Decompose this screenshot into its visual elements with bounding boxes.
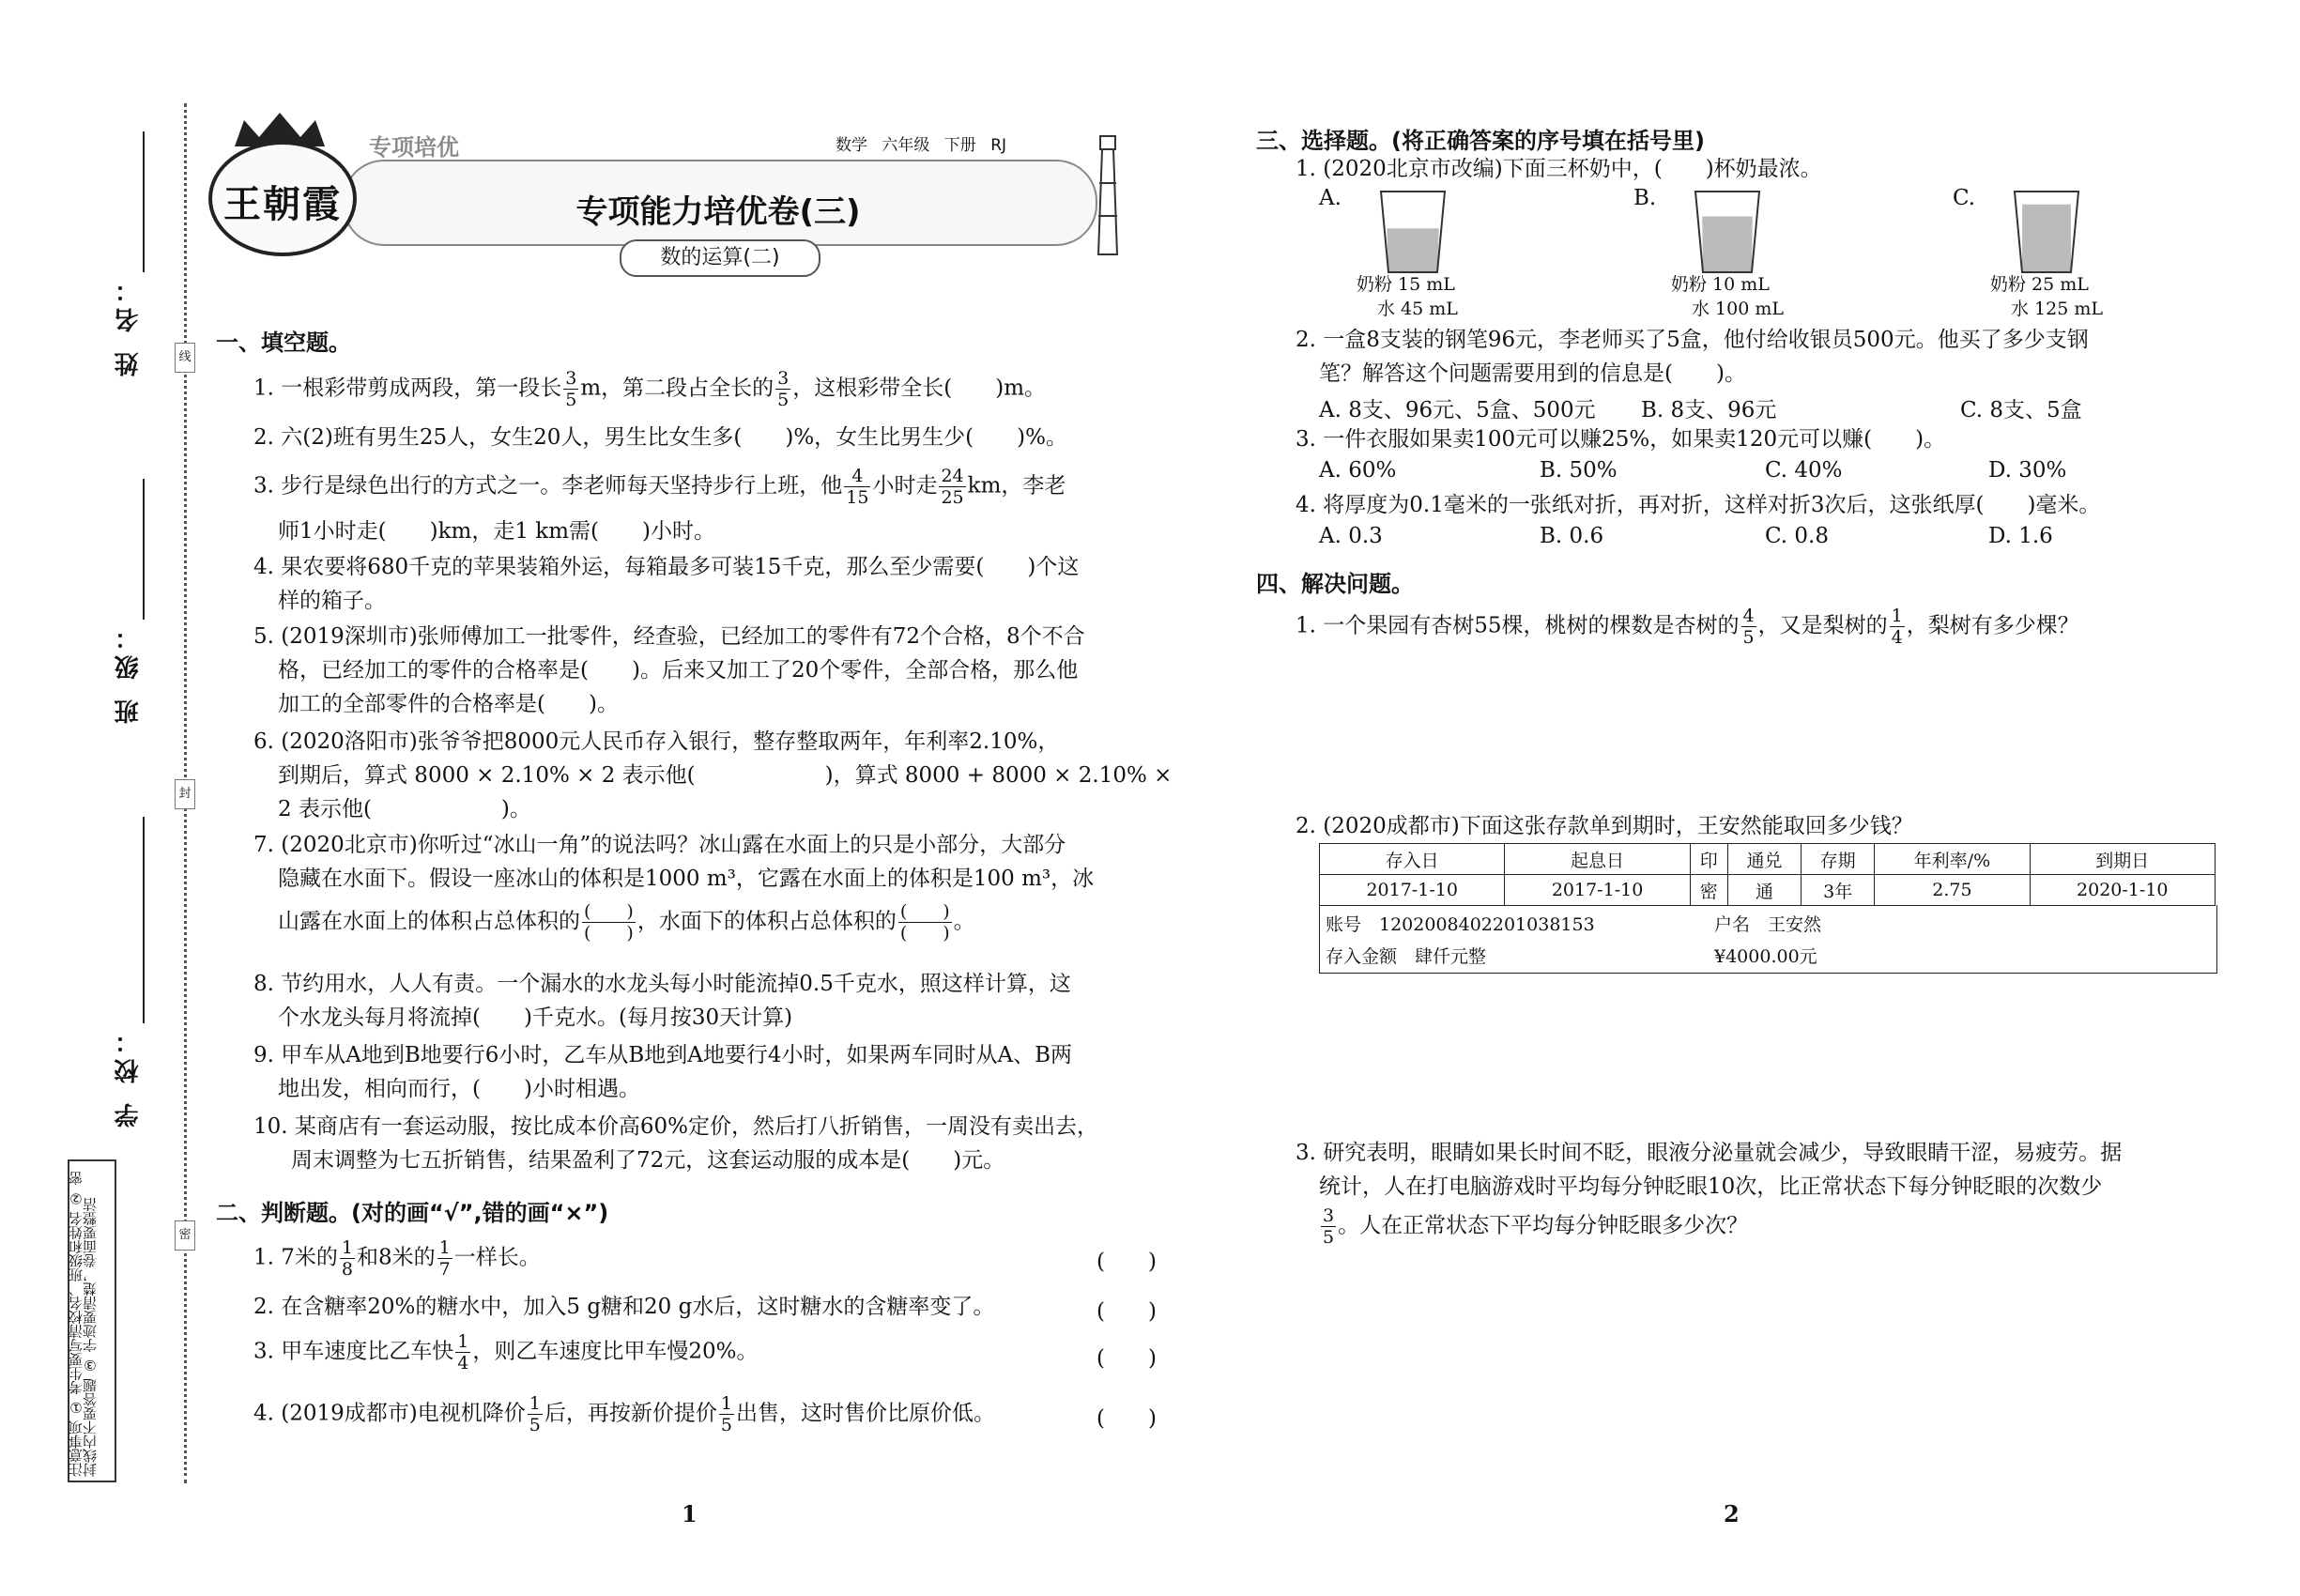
choice-q2-option-c[interactable]: C. 8支、5盒 bbox=[1960, 398, 2082, 422]
choice-q2: 2. 一盒8支装的钢笔96元，李老师买了5盒，他付给收银员500元。他买了多少支钢 bbox=[1296, 328, 2089, 352]
account-owner: 户名 王安然 bbox=[1714, 914, 1822, 935]
choice-q4-option-c[interactable]: C. 0.8 bbox=[1765, 524, 1829, 548]
cup-milk-amount: 奶粉 25 mL bbox=[1990, 274, 2089, 295]
cup-option-label[interactable]: A. bbox=[1319, 186, 1342, 210]
q3-text-c: km，李老 bbox=[967, 473, 1066, 499]
fill-q5: 5. (2019深圳市)张师傅加工一批零件，经查验，已经加工的零件有72个合格，8个不合 bbox=[253, 624, 1085, 649]
page-subtitle: 数的运算(二) bbox=[620, 239, 820, 277]
choice-q4-option-a[interactable]: A. 0.3 bbox=[1319, 524, 1383, 548]
deposit-amount-value: ¥4000.00元 bbox=[1714, 946, 1817, 967]
fill-q6-line2: 到期后，算式 8000 × 2.10% × 2 表示他( )，算式 8000 + 8000 × 2.10% × bbox=[278, 763, 1173, 788]
school-label: 学 校： bbox=[115, 1023, 143, 1128]
judge-q3 bbox=[253, 1331, 758, 1373]
fill-q9-line2: 地出发，相向而行，( )小时相遇。 bbox=[278, 1077, 640, 1101]
p1-text-b: ，又是梨树的 bbox=[1757, 613, 1888, 638]
cup-water-amount: 水 45 mL bbox=[1377, 299, 1458, 319]
fill-q8-line2: 个水龙头每月将流掉( )千克水。(每月按30天计算) bbox=[278, 1005, 793, 1030]
fill-q6-line3: 2 表示他( )。 bbox=[278, 797, 531, 821]
fill-q4: 4. 果农要将680千克的苹果装箱外运，每箱最多可装15千克，那么至少需要( )个这 bbox=[253, 555, 1080, 579]
choice-q2-option-b[interactable]: B. 8支、96元 bbox=[1641, 398, 1777, 422]
fill-q10-line2: 周末调整为七五折销售，结果盈利了72元，这套运动服的成本是( )元。 bbox=[291, 1148, 1005, 1173]
book-meta: 数学 六年级 下册 RJ bbox=[836, 136, 1007, 155]
fraction-1-4: $\frac{1}{4}$ bbox=[457, 1331, 469, 1373]
table-head-cell: 存期 bbox=[1802, 844, 1875, 875]
q3-text-a: 3. 步行是绿色出行的方式之一。李老师每天坚持步行上班，他 bbox=[253, 473, 843, 499]
table-cell: 2017-1-10 bbox=[1505, 875, 1690, 906]
table-head-cell: 印 bbox=[1690, 844, 1727, 875]
fill-q2: 2. 六(2)班有男生25人，女生20人，男生比女生多( )%，女生比男生少( )%。 bbox=[253, 425, 1067, 450]
milk-level bbox=[1702, 217, 1753, 273]
fraction-24-25: $\frac{24}{25}$ bbox=[941, 466, 964, 508]
p3-text-c: 。人在正常状态下平均每分钟眨眼多少次？ bbox=[1338, 1213, 1749, 1238]
j1-text-c: 一样长。 bbox=[453, 1245, 541, 1270]
j4-text-b: 后，再按新价提价 bbox=[544, 1401, 717, 1426]
judge-answer-4[interactable]: ( ) bbox=[1096, 1406, 1157, 1431]
fraction-1-5: $\frac{1}{5}$ bbox=[529, 1393, 541, 1435]
fraction-1-5: $\frac{1}{5}$ bbox=[720, 1393, 732, 1435]
judge-q4 bbox=[253, 1393, 995, 1435]
fraction-1-7: $\frac{1}{7}$ bbox=[438, 1237, 451, 1280]
table-cell: 2017-1-10 bbox=[1320, 875, 1505, 906]
fill-q7-line2: 隐藏在水面下。假设一座冰山的体积是1000 m³，它露在水面上的体积是100 m³，冰 bbox=[278, 867, 1095, 891]
fraction-4-5: $\frac{4}{5}$ bbox=[1742, 606, 1755, 648]
choice-q2-option-a[interactable]: A. 8支、96元、5盒、500元 bbox=[1319, 398, 1596, 422]
solve-q3-line2: 统计，人在打电脑游戏时平均每分钟眨眼10次，比正常状态下每分钟眨眼的次数少 bbox=[1319, 1174, 2103, 1199]
solve-q3-line3 bbox=[1319, 1205, 1748, 1248]
fill-q4-line2: 样的箱子。 bbox=[278, 589, 386, 613]
brand-logo bbox=[208, 141, 357, 256]
j3-text-a: 3. 甲车速度比乙车快 bbox=[253, 1339, 454, 1364]
page-number-left: 1 bbox=[682, 1500, 698, 1527]
p1-text-c: ，梨树有多少棵？ bbox=[1906, 613, 2079, 638]
fraction-1-4: $\frac{1}{4}$ bbox=[1891, 606, 1903, 648]
deposit-slip-footer bbox=[1319, 905, 2217, 974]
table-head-cell: 到期日 bbox=[2030, 844, 2215, 875]
q1-text-a: 1. 一根彩带剪成两段，第一段长 bbox=[253, 376, 562, 401]
choice-q3-option-a[interactable]: A. 60% bbox=[1319, 458, 1397, 483]
q1-text-b: m，第二段占全长的 bbox=[580, 376, 774, 401]
choice-q2-line2: 笔？解答这个问题需要用到的信息是( )。 bbox=[1319, 361, 1746, 386]
judge-answer-3[interactable]: ( ) bbox=[1096, 1346, 1157, 1371]
notes-text: 注意事项 ① 考生要写清校名、班级和姓名 ② 密封线内不要答题 ③ 字迹要清楚，卷面要整洁 bbox=[68, 1171, 99, 1477]
table-cell: 2.75 bbox=[1875, 875, 2030, 906]
fill-q10: 10. 某商店有一套运动服，按比成本价高60%定价，然后打八折销售，一周没有卖出去， bbox=[253, 1114, 1099, 1139]
judge-q1 bbox=[253, 1237, 541, 1280]
section-solve-title: 四、解决问题。 bbox=[1256, 571, 1414, 597]
table-cell: 2020-1-10 bbox=[2030, 875, 2215, 906]
fill-q9: 9. 甲车从A地到B地要行6小时，乙车从B地到A地要行4小时，如果两车同时从A、B两 bbox=[253, 1043, 1073, 1067]
name-line bbox=[143, 131, 145, 272]
section-choice-title: 三、选择题。(将正确答案的序号填在括号里) bbox=[1256, 128, 1705, 154]
judge-answer-2[interactable]: ( ) bbox=[1096, 1299, 1157, 1324]
fill-q7: 7. (2020北京市)你听过“冰山一角”的说法吗？冰山露在水面上的只是小部分，大部分 bbox=[253, 833, 1066, 857]
class-label: 班 级： bbox=[115, 620, 143, 725]
q7-text-c: 山露在水面上的体积占总体积的 bbox=[278, 909, 580, 934]
fraction-1-8: $\frac{1}{8}$ bbox=[341, 1237, 353, 1280]
choice-q4-option-b[interactable]: B. 0.6 bbox=[1540, 524, 1604, 548]
p1-text-a: 1. 一个果园有杏树55棵，桃树的棵数是杏树的 bbox=[1296, 613, 1740, 638]
solve-q3: 3. 研究表明，眼睛如果长时间不眨，眼液分泌量就会减少，导致眼睛干涩，易疲劳。据 bbox=[1296, 1141, 2123, 1165]
cup-water-amount: 水 125 mL bbox=[2011, 299, 2103, 319]
q3-text-b: 小时走 bbox=[872, 473, 938, 499]
choice-q1: 1. (2020北京市改编)下面三杯奶中，( )杯奶最浓。 bbox=[1296, 157, 1822, 181]
table-head-cell: 存入日 bbox=[1320, 844, 1505, 875]
choice-q3: 3. 一件衣服如果卖100元可以赚25%，如果卖120元可以赚( )。 bbox=[1296, 427, 1946, 452]
lighthouse-icon bbox=[1089, 127, 1127, 258]
table-head-cell: 起息日 bbox=[1505, 844, 1690, 875]
fill-q5-line3: 加工的全部零件的合格率是( )。 bbox=[278, 692, 619, 716]
fill-q1 bbox=[253, 368, 1046, 410]
choice-q4-option-d[interactable]: D. 1.6 bbox=[1988, 524, 2053, 548]
solve-q2: 2. (2020成都市)下面这张存款单到期时，王安然能取回多少钱？ bbox=[1296, 814, 1913, 838]
j3-text-b: ，则乙车速度比甲车慢20%。 bbox=[472, 1339, 759, 1364]
blank-fraction: $\frac{( )}{( )}$ bbox=[899, 901, 950, 944]
table-cell: 密 bbox=[1690, 875, 1727, 906]
choice-q4: 4. 将厚度为0.1毫米的一张纸对折，再对折，这样对折3次后，这张纸厚( )毫米。 bbox=[1296, 493, 2101, 517]
choice-q3-option-d[interactable]: D. 30% bbox=[1988, 458, 2067, 483]
j4-text-c: 出售，这时售价比原价低。 bbox=[735, 1401, 995, 1426]
deposit-slip-table bbox=[1319, 843, 2216, 906]
cup-option-label[interactable]: B. bbox=[1633, 186, 1657, 210]
section-judge-title: 二、判断题。(对的画“√”,错的画“×”) bbox=[216, 1200, 609, 1226]
judge-answer-1[interactable]: ( ) bbox=[1096, 1250, 1157, 1274]
fraction-3-5: $\frac{3}{5}$ bbox=[565, 368, 577, 410]
class-line bbox=[143, 479, 145, 620]
fill-q3-line2: 师1小时走( )km，走1 km需( )小时。 bbox=[278, 519, 715, 544]
table-head-cell: 通兑 bbox=[1727, 844, 1801, 875]
fraction-3-5: $\frac{3}{5}$ bbox=[777, 368, 790, 410]
milk-level bbox=[2022, 205, 2071, 272]
milk-cup-icon bbox=[2009, 188, 2084, 277]
solve-q1 bbox=[1296, 606, 2079, 648]
section-fill-title: 一、填空题。 bbox=[216, 330, 351, 356]
cup-milk-amount: 奶粉 15 mL bbox=[1357, 274, 1455, 295]
j4-text-a: 4. (2019成都市)电视机降价 bbox=[253, 1401, 526, 1426]
fraction-4-15: $\frac{4}{15}$ bbox=[846, 466, 869, 508]
deposit-amount-label: 存入金额 肆仟元整 bbox=[1326, 946, 1487, 967]
section-tag: 专项培优 bbox=[369, 134, 459, 161]
table-head-cell: 年利率/% bbox=[1875, 844, 2030, 875]
fill-q3 bbox=[253, 466, 1066, 508]
table-cell: 通 bbox=[1727, 875, 1801, 906]
choice-q3-option-c[interactable]: C. 40% bbox=[1765, 458, 1843, 483]
fraction-3-5: $\frac{3}{5}$ bbox=[1323, 1205, 1335, 1248]
fill-q8: 8. 节约用水，人人有责。一个漏水的水龙头每小时能流掉0.5千克水，照这样计算，这 bbox=[253, 972, 1071, 996]
milk-cup-icon bbox=[1375, 188, 1450, 277]
cup-option-label[interactable]: C. bbox=[1953, 186, 1976, 210]
j1-text-a: 1. 7米的 bbox=[253, 1245, 338, 1270]
fill-q7-line3 bbox=[278, 901, 975, 944]
fill-q5-line2: 格，已经加工的零件的合格率是( )。后来又加工了20个零件，全部合格，那么他 bbox=[278, 658, 1079, 683]
choice-q3-option-b[interactable]: B. 50% bbox=[1540, 458, 1618, 483]
seal-mark-mi: 密 bbox=[175, 1220, 195, 1251]
name-label: 姓 名： bbox=[115, 272, 143, 377]
account-number: 账号 1202008402201038153 bbox=[1326, 914, 1595, 935]
table-row bbox=[1320, 875, 2216, 906]
logo-text: 王朝霞 bbox=[223, 182, 342, 226]
page-title: 专项能力培优卷(三) bbox=[575, 193, 861, 231]
seal-mark-xian: 线 bbox=[175, 343, 195, 373]
table-header-row bbox=[1320, 844, 2216, 875]
milk-cup-icon bbox=[1690, 188, 1765, 277]
j1-text-b: 和8米的 bbox=[356, 1245, 436, 1270]
cup-water-amount: 水 100 mL bbox=[1692, 299, 1784, 319]
notes-box bbox=[68, 1159, 116, 1482]
q7-text-e: 。 bbox=[953, 909, 975, 934]
fill-q6: 6. (2020洛阳市)张爷爷把8000元人民币存入银行，整存整取两年，年利率2.10%， bbox=[253, 729, 1060, 754]
page-number-right: 2 bbox=[1724, 1500, 1740, 1527]
judge-q2: 2. 在含糖率20%的糖水中，加入5 g糖和20 g水后，这时糖水的含糖率变了。 bbox=[253, 1295, 995, 1319]
seal-mark-feng: 封 bbox=[175, 779, 195, 809]
q7-text-d: ，水面下的体积占总体积的 bbox=[636, 909, 897, 934]
q1-text-c: ，这根彩带全长( )m。 bbox=[792, 376, 1047, 401]
school-line bbox=[143, 817, 145, 1023]
cup-milk-amount: 奶粉 10 mL bbox=[1671, 274, 1770, 295]
blank-fraction: $\frac{( )}{( )}$ bbox=[584, 901, 634, 944]
milk-level bbox=[1387, 228, 1438, 272]
table-cell: 3年 bbox=[1802, 875, 1875, 906]
